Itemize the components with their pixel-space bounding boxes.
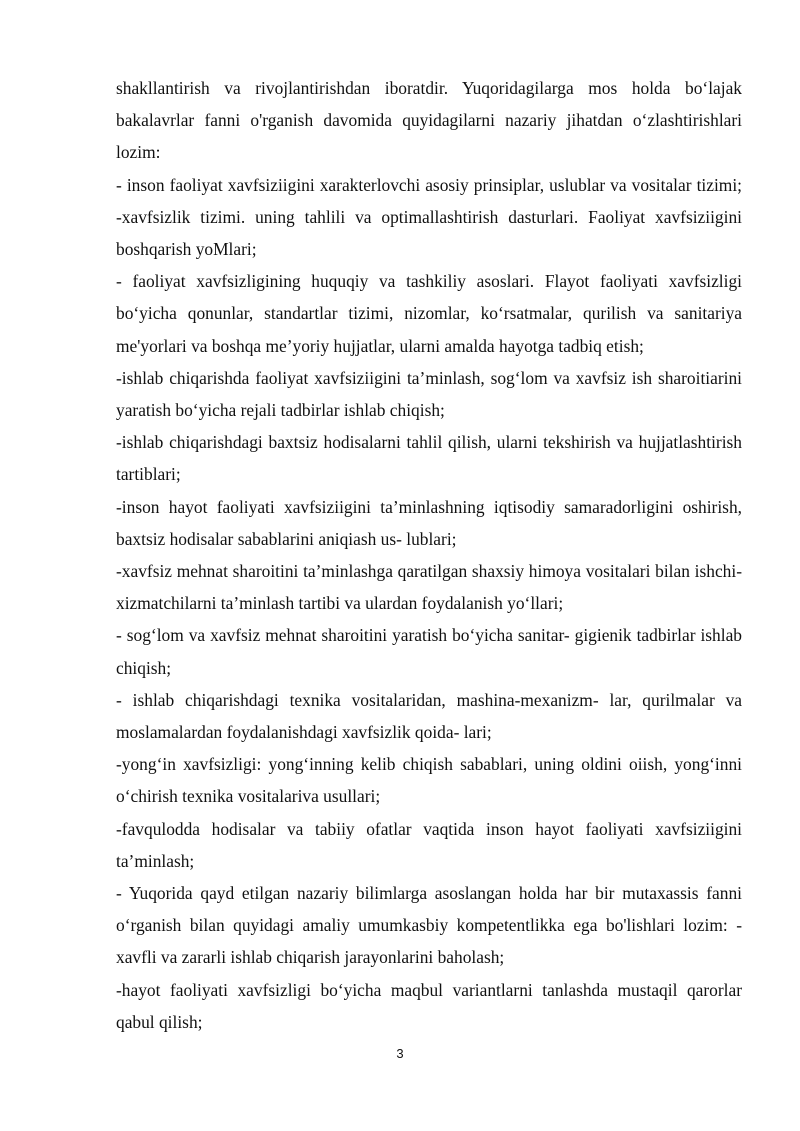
page-number: 3 <box>396 1046 404 1061</box>
paragraph: -yong‘in xavfsizligi: yong‘inning kelib chiqish sabablari, uning oldini oiish, yong‘inni o‘chirish texnika vositalariva usullari; <box>116 754 742 807</box>
paragraph: -ishlab chiqarishda faoliyat xavfsiziigini ta’minlash, sog‘lom va xavfsiz ish sharoitiarini yaratish bo‘yicha rejali tadbirlar ishlab chiqish; <box>116 367 742 421</box>
paragraph: -hayot faoliyati xavfsizligi bo‘yicha maqbul variantlarni tanlashda mustaqil qarorlar qabul qilish; <box>116 979 742 1032</box>
paragraph: -ishlab chiqarishdagi baxtsiz hodisalarni tahlil qilish, ularni tekshirish va hujjatlashtirish tartiblari; <box>116 432 742 485</box>
paragraph: -inson hayot faoliyati xavfsiziigini ta’minlashning iqtisodiy samaradorligini oshirish, baxtsiz hodisalar sabablarini aniqiash us- lublari; <box>116 496 742 549</box>
paragraph: -favqulodda hodisalar va tabiiy ofatlar vaqtida inson hayot faoliyati xavfsiziigini ta’minlash; <box>116 818 742 871</box>
paragraph: - inson faoliyat xavfsiziigini xarakterlovchi asosiy prinsiplar, uslublar va vositalar tizimi; -xavfsizlik tizimi. uning tahlili va optimallashtirish dasturlari. Faoliyat xavfsiziigini boshqarish yoMlari; <box>116 174 742 260</box>
paragraph: - faoliyat xavfsizligining huquqiy va tashkiliy asoslari. Flayot faoliyati xavfsizligi bo‘yicha qonunlar, standartlar tizimi, nizomlar, ko‘rsatmalar, qurilish va sanitariya me'yorlari va boshqa me’yoriy hujjatlar, ularni amalda hayotga tadbiq etish; <box>116 271 742 356</box>
paragraph: - sog‘lom va xavfsiz mehnat sharoitini yaratish bo‘yicha sanitar- gigienik tadbirlar ishlab chiqish; <box>116 625 742 678</box>
paragraph: shakllantirish va rivojlantirishdan iboratdir. Yuqoridagilarga mos holda bo‘lajak bakalavrlar fanni o'rganish davomida quyidagilarni nazariy jihatdan o‘zlashtirishlari lozim: <box>116 78 742 163</box>
paragraph: - ishlab chiqarishdagi texnika vositalaridan, mashina-mexanizm- lar, qurilmalar va moslamalardan foydalanishdagi xavfsizlik qoida- lari; <box>116 689 742 743</box>
body-text <box>116 72 742 1038</box>
paragraph: - Yuqorida qayd etilgan nazariy bilimlarga asoslangan holda har bir mutaxassis fanni o‘rganish bilan quyidagi amaliy umumkasbiy kompetentlikka ega bo'lishlari lozim: -xavfli va zararli ishlab chiqarish jarayonlarini baholash; <box>116 883 742 968</box>
paragraph: -xavfsiz mehnat sharoitini ta’minlashga qaratilgan shaxsiy himoya vositalari bilan ishchi-xizmatchilarni ta’minlash tartibi va ulardan foydalanish yo‘llari; <box>116 561 742 614</box>
